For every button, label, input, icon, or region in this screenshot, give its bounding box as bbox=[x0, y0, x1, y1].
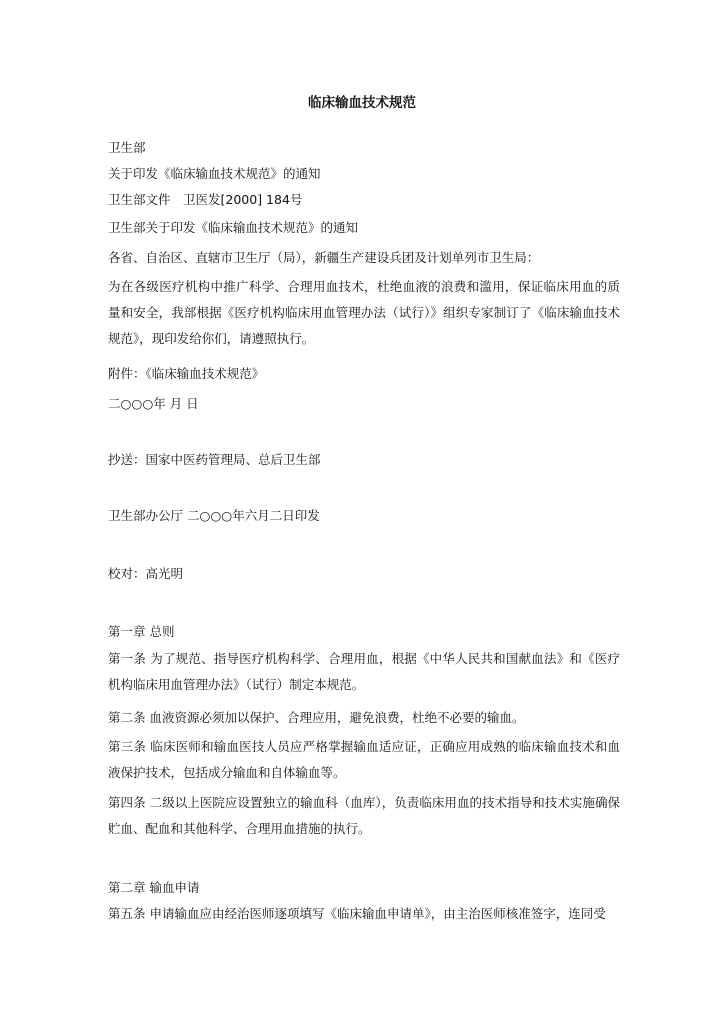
chapter1-article1: 第一条 为了规范、指导医疗机构科学、合理用血，根据《中华人民共和国献血法》和《医疗机构临床用血管理办法》（试行）制定本规范。 bbox=[108, 651, 620, 692]
chapter1-article3: 第三条 临床医师和输血医技人员应严格掌握输血适应证，正确应用成熟的临床输血技术和血液保护技术，包括成分输血和自体输血等。 bbox=[108, 739, 620, 780]
notice-title-line: 关于印发《临床输血技术规范》的通知 bbox=[108, 166, 321, 181]
printed-line: 卫生部办公厅 二○○○年六月二日印发 bbox=[108, 508, 320, 523]
chapter1-article2: 第二条 血液资源必须加以保护、合理应用，避免浪费，杜绝不必要的输血。 bbox=[108, 710, 525, 725]
notice-paragraph: 为在各级医疗机构中推广科学、合理用血技术，杜绝血液的浪费和滥用，保证临床用血的质量和安全，我部根据《医疗机构临床用血管理办法（试行）》组织专家制订了《临床输血技术规范》，现印发给你们，请遵照执行。 bbox=[108, 279, 620, 346]
issuer-line: 卫生部 bbox=[108, 140, 146, 155]
chapter1-article4: 第四条 二级以上医院应设置独立的输血科（血库），负责临床用血的技术指导和技术实施确保贮血、配血和其他科学、合理用血措施的执行。 bbox=[108, 795, 620, 836]
attachment-line: 附件：《临床输血技术规范》 bbox=[108, 366, 265, 381]
chapter2-article5: 第五条 申请输血应由经治医师逐项填写《临床输血申请单》，由主治医师核准签字，连同受 bbox=[108, 906, 606, 921]
chapter1-heading: 第一章 总则 bbox=[108, 624, 175, 639]
date-line: 二○○○年 月 日 bbox=[108, 396, 199, 411]
doc-number-line: 卫生部文件 卫医发[2000] 184号 bbox=[108, 192, 303, 207]
document-title: 临床输血技术规范 bbox=[308, 95, 416, 111]
notice-title-full-line: 卫生部关于印发《临床输血技术规范》的通知 bbox=[108, 220, 359, 235]
cc-line: 抄送：国家中医药管理局、总后卫生部 bbox=[108, 452, 321, 467]
recipients-line: 各省、自治区、直辖市卫生厅（局），新疆生产建设兵团及计划单列市卫生局： bbox=[108, 250, 540, 265]
proofreader-line: 校对：高光明 bbox=[108, 566, 184, 581]
chapter2-heading: 第二章 输血申请 bbox=[108, 880, 200, 895]
